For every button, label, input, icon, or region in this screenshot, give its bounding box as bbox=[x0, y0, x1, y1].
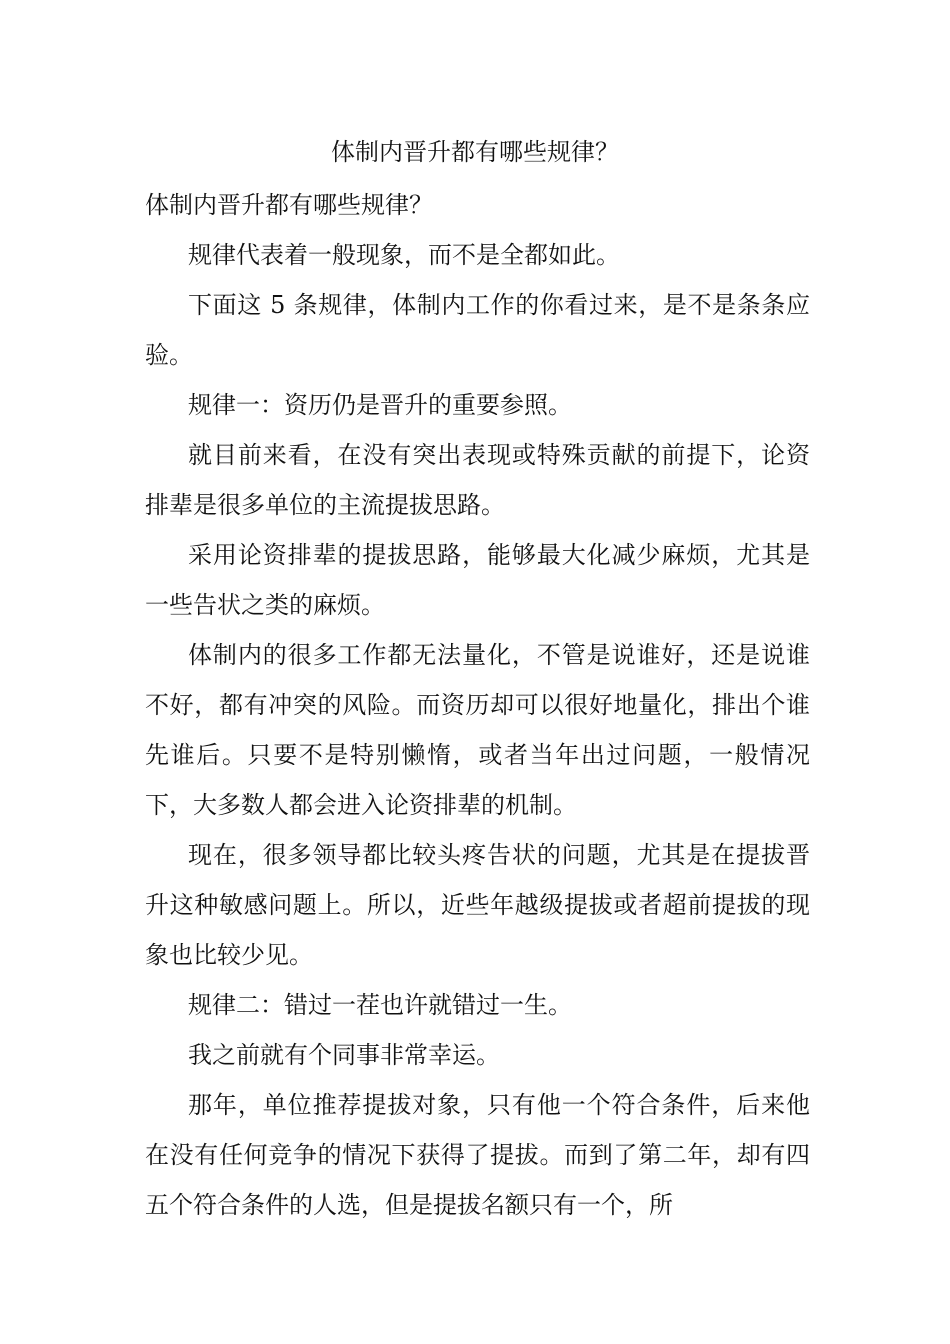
rule-heading: 规律一：资历仍是晋升的重要参照。 bbox=[188, 391, 572, 419]
rule-heading: 规律二：错过一茬也许就错过一生。 bbox=[188, 991, 572, 1019]
paragraph: 体制内的很多工作都无法量化，不管是说谁好，还是说谁不好，都有冲突的风险。而资历却可以很好地量化，排出个谁先谁后。只要不是特别懒惰，或者当年出过问题，一般情况下，大多数人都会进入论资排辈的机制。 bbox=[145, 641, 810, 819]
paragraph-repeated-title: 体制内晋升都有哪些规律？ bbox=[145, 191, 433, 219]
paragraph: 那年，单位推荐提拔对象，只有他一个符合条件，后来他在没有任何竞争的情况下获得了提拔。而到了第二年，却有四五个符合条件的人选，但是提拔名额只有一个，所 bbox=[145, 1091, 810, 1219]
paragraph: 规律代表着一般现象，而不是全都如此。 bbox=[188, 241, 620, 269]
paragraph: 现在，很多领导都比较头疼告状的问题，尤其是在提拔晋升这种敏感问题上。所以，近些年越级提拔或者超前提拔的现象也比较少见。 bbox=[145, 841, 810, 969]
paragraph: 就目前来看，在没有突出表现或特殊贡献的前提下，论资排辈是很多单位的主流提拔思路。 bbox=[145, 441, 810, 519]
paragraph: 采用论资排辈的提拔思路，能够最大化减少麻烦，尤其是一些告状之类的麻烦。 bbox=[145, 541, 810, 619]
document-title: 体制内晋升都有哪些规律？ bbox=[331, 138, 619, 166]
document-body bbox=[145, 180, 810, 1230]
paragraph: 我之前就有个同事非常幸运。 bbox=[188, 1041, 500, 1069]
paragraph: 下面这 5 条规律，体制内工作的你看过来，是不是条条应验。 bbox=[145, 291, 810, 369]
